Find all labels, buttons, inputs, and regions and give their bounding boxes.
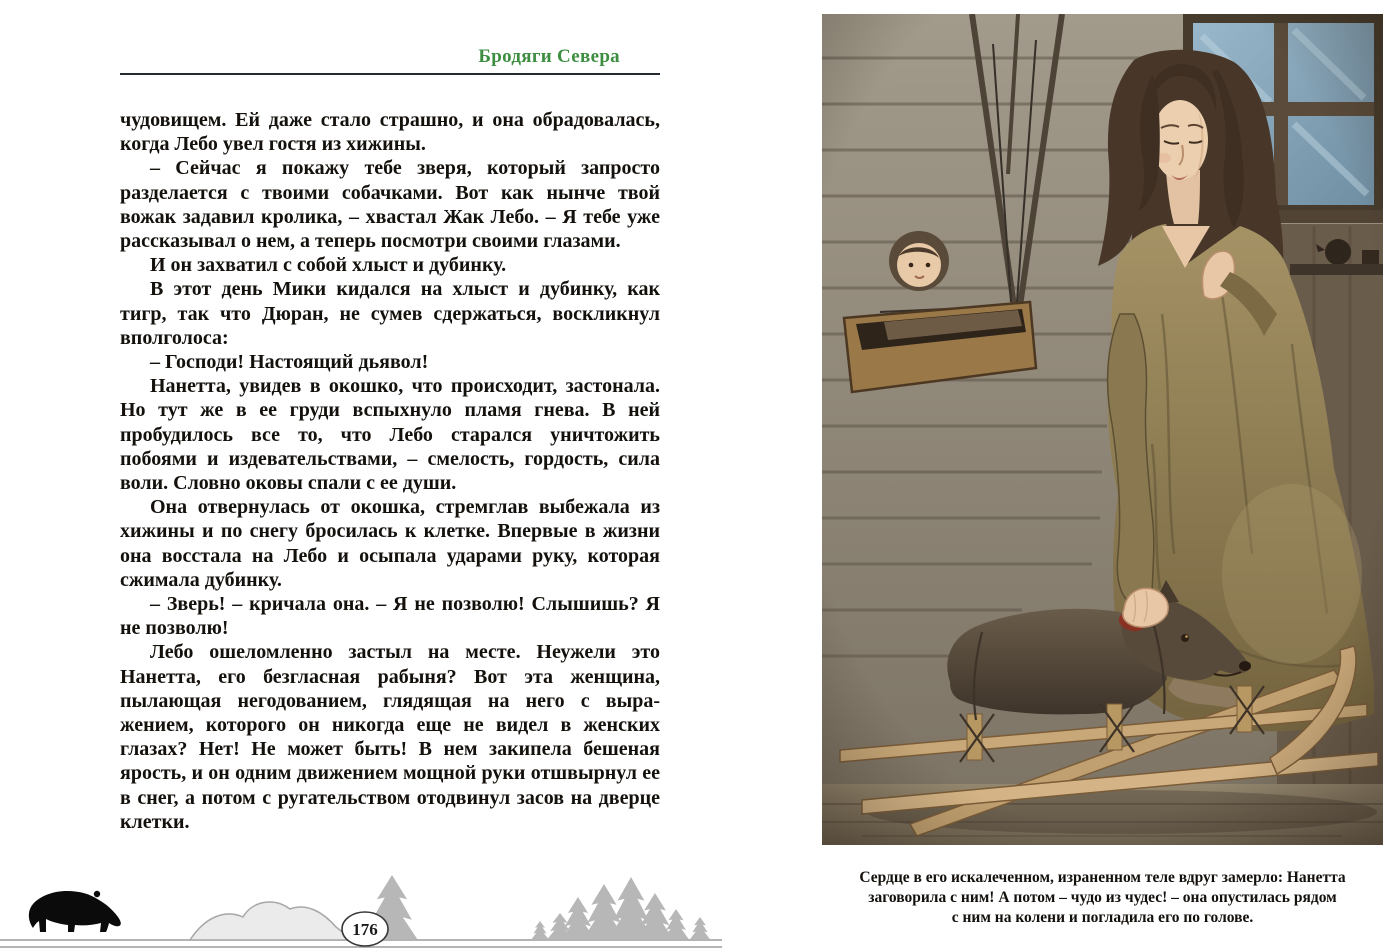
paragraph: Нанетта, увидев в окошко, что происходит, застонала. Но тут же в ее груди вспыхнуло пламя гнева. В ней пробудилось все то, что Лебо старался уничтожить побоями и издевательствами, – смелость, гордость, сила воли. Словно оковы спали с ее души.: [120, 375, 660, 495]
paragraph: – Зверь! – кричала она. – Я не позволю! Слышишь? Я не позволю!: [120, 593, 660, 640]
paragraph: В этот день Мики кидался на хлыст и дубинку, как тигр, так что Дюран, не сумев сдержаться, воскликнул вполголоса:: [120, 278, 660, 349]
treeline: [367, 875, 710, 939]
fir-tree: [690, 917, 710, 939]
page-number: 176: [352, 920, 378, 939]
caption-line: Сердце в его искалеченном, израненном теле вдруг замерло: Нанетта: [859, 869, 1346, 886]
left-page: [120, 46, 660, 834]
illustration-art: [822, 14, 1383, 845]
bear-silhouette: [29, 891, 121, 932]
paragraph: – Господи! Настоящий дьявол!: [150, 351, 429, 374]
body-text: [120, 108, 660, 834]
paragraph: чудовищем. Ей даже стало страшно, и она обрадовалась, когда Лебо увел гостя из хижины.: [120, 109, 660, 156]
fir-tree: [532, 921, 549, 939]
paragraph: Лебо ошеломленно застыл на месте. Неужели это Нанетта, его безгласная рабыня? Вот эта женщина, пылающая негодованием, глядящая на него с выражением, которого он никогда еще не видел в женских глазах? Нет! Не может быть! В нем закипела бешеная ярость, и он одним движением мощной руки отшвырнул ее в снег, а потом с ругательством отодвинул засов на дверце клетки.: [120, 641, 660, 833]
page-number-badge: [342, 912, 388, 946]
paragraph: – Сейчас я покажу тебе зверя, который запросто разделается с твоими собачками. Вот как нынче твой вожак задавил кролика, – хвастал Жак Лебо. – Я тебе уже рассказывал о нем, а теперь посмотри своими глазами.: [120, 157, 660, 253]
running-head: Бродяги Севера: [478, 46, 620, 67]
paragraph: Она отвернулась от окошка, стремглав выбежала из хижины и по снегу бросилась к клетке. Впервые в жизни она восстала на Лебо и осыпала ударами руку, которая сжимала дубинку.: [120, 496, 660, 591]
footer-art: [0, 871, 760, 951]
illustration: [822, 14, 1383, 845]
caption-line: с ним на колени и погладила его по голове.: [951, 909, 1254, 926]
illustration-caption: [822, 868, 1383, 928]
caption-line: заговорила с ним! А потом – чудо из чудес! – она опустилась рядом: [868, 889, 1337, 906]
paragraph: И он захватил с собой хлыст и дубинку.: [150, 254, 507, 277]
header-rule: [120, 73, 660, 75]
mountain-ridge: [190, 902, 350, 940]
